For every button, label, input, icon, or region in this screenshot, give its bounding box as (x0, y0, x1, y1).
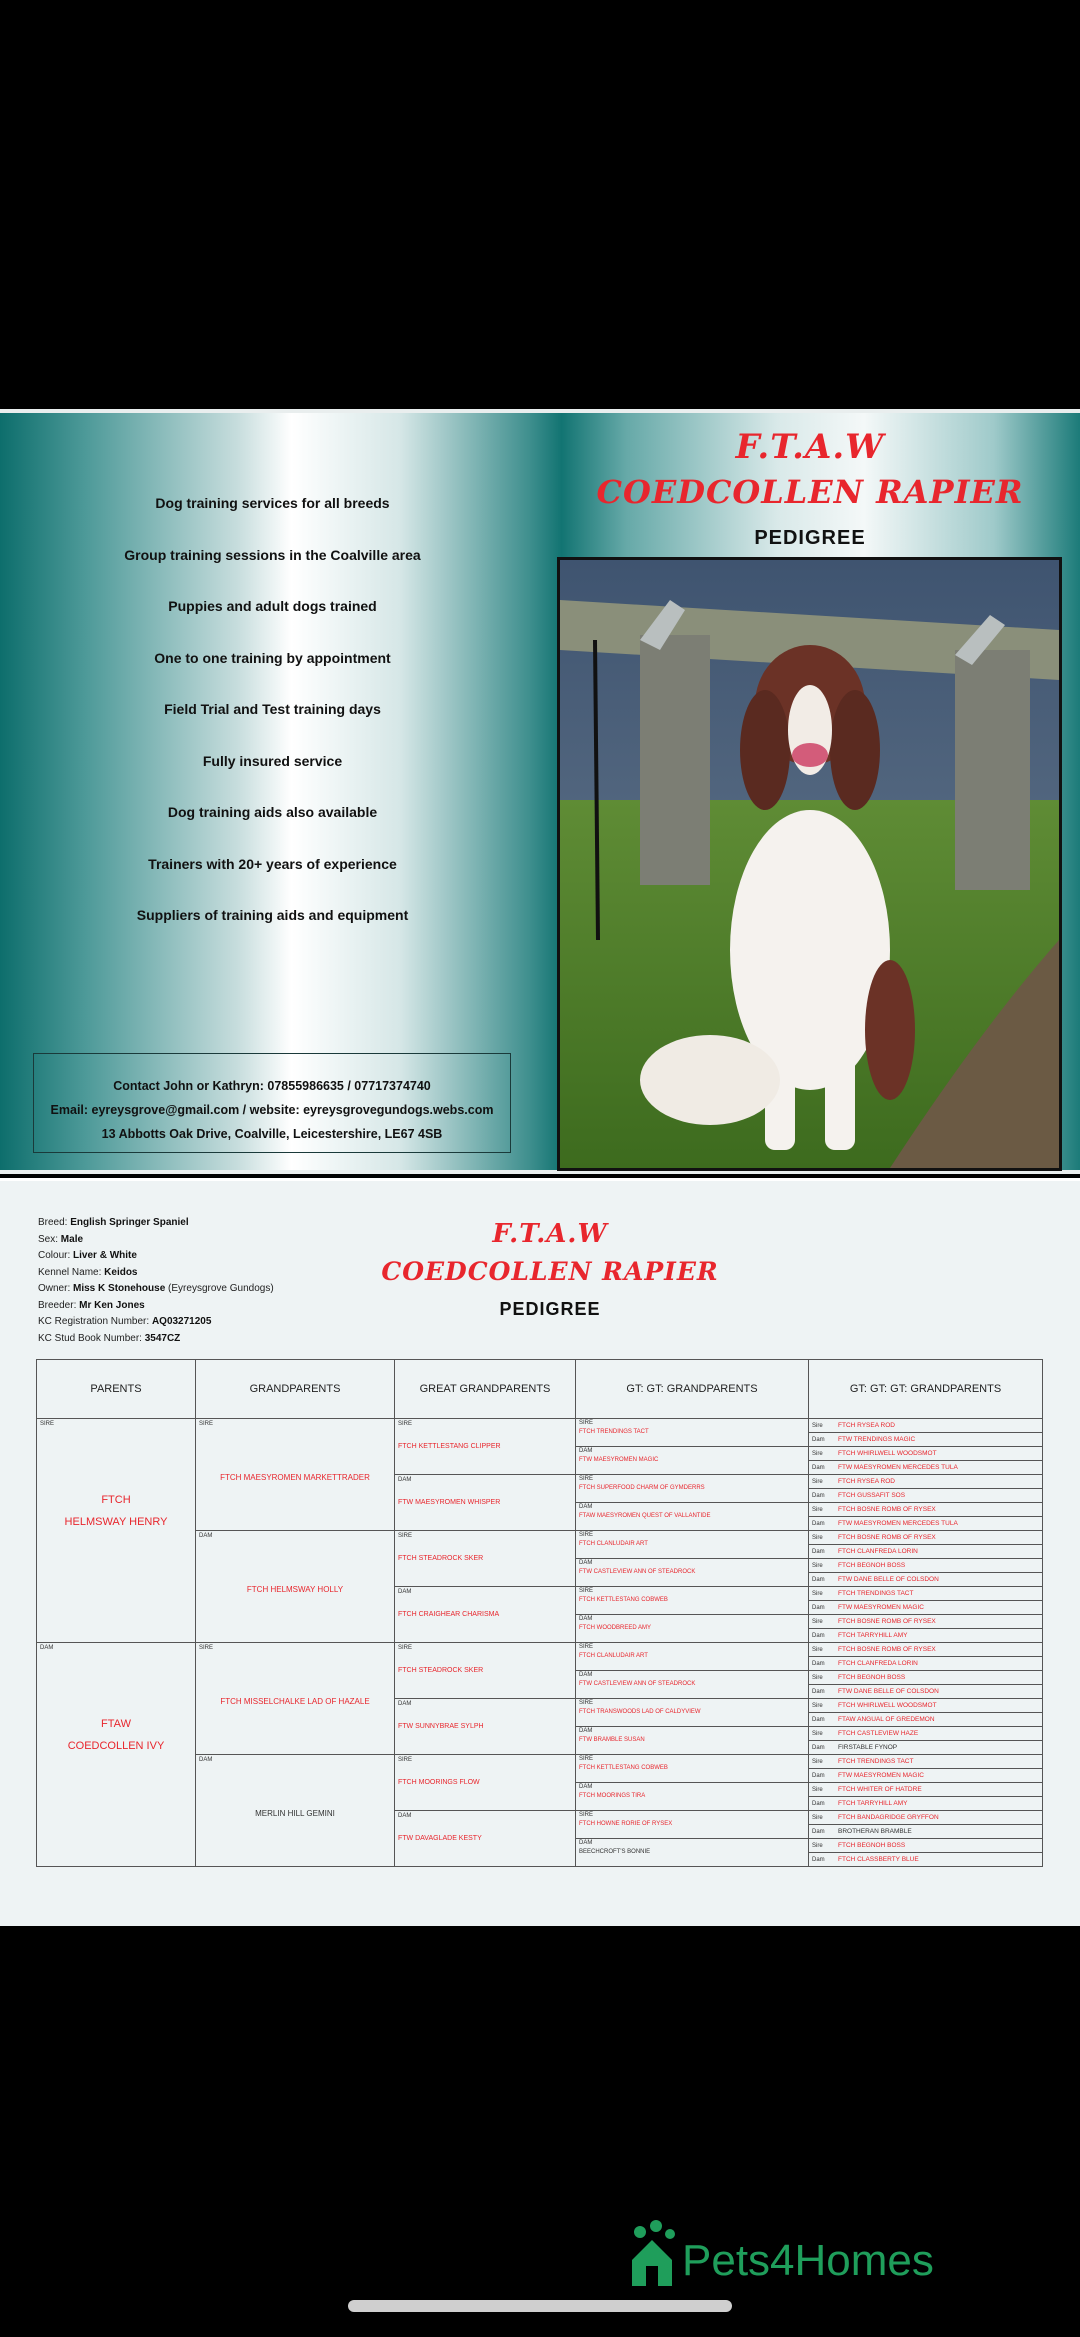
role-label: SIRE (579, 1644, 594, 1650)
gtgtgt-name: FTW MAESYROMEN MAGIC (838, 1772, 924, 1779)
role-label: DAM (398, 1589, 412, 1595)
service-item: One to one training by appointment (154, 649, 391, 666)
gtgtgt-name: FTW MAESYROMEN MAGIC (838, 1604, 924, 1611)
gtgt-name: FTCH KETTLESTANG COBWEB (579, 1765, 668, 1771)
gtgtgt-name: FTCH TARRYHILL AMY (838, 1800, 908, 1807)
great-grandparent-cell (395, 1811, 576, 1867)
gtgtgt-cell (809, 1517, 1043, 1531)
role-label: Sire (812, 1563, 823, 1569)
gtgtgt-cell (809, 1615, 1043, 1629)
role-label: Dam (812, 1661, 825, 1667)
gtgtgt-name: FTCH BOSNE ROMB OF RYSEX (838, 1534, 936, 1541)
info-row: Breeder: Mr Ken Jones (38, 1299, 145, 1311)
gtgtgt-name: FTCH CLASSBERTY BLUE (838, 1856, 919, 1863)
role-label: Sire (812, 1815, 823, 1821)
gtgtgt-cell (809, 1447, 1043, 1461)
role-label: SIRE (398, 1533, 413, 1539)
header-great-grandparents: GREAT GRANDPARENTS (395, 1360, 576, 1419)
gtgt-cell (576, 1503, 809, 1531)
sheet-title-line2: COEDCOLLEN RAPIER (381, 1257, 719, 1286)
role-label: DAM (579, 1840, 593, 1846)
gtgtgt-cell (809, 1461, 1043, 1475)
sheet-pedigree-label: PEDIGREE (499, 1299, 601, 1319)
pets4homes-logo (620, 2220, 1020, 2290)
role-label: DAM (579, 1728, 593, 1734)
role-label: DAM (579, 1616, 593, 1622)
gtgt-name: FTCH CLANLUDAIR ART (579, 1653, 648, 1659)
great-grandparent-name: FTCH STEADROCK SKER (398, 1667, 484, 1674)
gtgtgt-cell (809, 1699, 1043, 1713)
table-header-row (37, 1360, 1043, 1419)
table-row (37, 1643, 1043, 1657)
gtgtgt-name: FIRSTABLE FYNOP (838, 1744, 898, 1751)
gtgtgt-cell (809, 1629, 1043, 1643)
gtgtgt-cell (809, 1559, 1043, 1573)
gtgt-cell (576, 1615, 809, 1643)
gtgtgt-name: FTCH BOSNE ROMB OF RYSEX (838, 1506, 936, 1513)
gtgt-cell (576, 1447, 809, 1475)
role-label: Sire (812, 1619, 823, 1625)
gtgtgt-cell (809, 1713, 1043, 1727)
role-label: Dam (812, 1717, 825, 1723)
great-grandparent-name: FTW SUNNYBRAE SYLPH (398, 1723, 484, 1730)
role-label: Dam (812, 1521, 825, 1527)
grandparent-name: FTCH MISSELCHALKE LAD OF HAZALE (220, 1697, 370, 1706)
gtgtgt-cell (809, 1853, 1043, 1867)
gtgtgt-name: FTW MAESYROMEN MERCEDES TULA (838, 1464, 958, 1471)
service-item: Dog training aids also available (167, 804, 378, 820)
role-label: Dam (812, 1465, 825, 1471)
role-label: DAM (579, 1784, 593, 1790)
great-grandparent-cell (395, 1643, 576, 1699)
role-label: DAM (199, 1533, 213, 1539)
gtgt-name: FTCH KETTLESTANG COBWEB (579, 1597, 668, 1603)
role-label: SIRE (579, 1420, 594, 1426)
gtgt-cell (576, 1531, 809, 1559)
dam-cell (37, 1643, 196, 1867)
role-label: Dam (812, 1605, 825, 1611)
role-label: Sire (812, 1843, 823, 1849)
gtgtgt-name: FTW MAESYROMEN MERCEDES TULA (838, 1520, 958, 1527)
dog-photo (557, 557, 1062, 1171)
service-item: Group training sessions in the Coalville area (124, 546, 421, 563)
role-label: SIRE (199, 1645, 214, 1651)
role-label: DAM (579, 1560, 593, 1566)
gtgtgt-cell (809, 1503, 1043, 1517)
info-row: Kennel Name: Keidos (38, 1266, 138, 1278)
great-grandparent-cell (395, 1755, 576, 1811)
gtgtgt-name: FTCH GUSSAFIT SOS (838, 1492, 906, 1499)
service-item: Suppliers of training aids and equipment (136, 907, 409, 923)
gtgt-cell (576, 1419, 809, 1447)
contact-line: Contact John or Kathryn: 07855986635 / 07717374740 (113, 1079, 431, 1093)
great-grandparent-name: FTW DAVAGLADE KESTY (398, 1835, 482, 1842)
contact-line: Email: eyreysgrove@gmail.com / website: eyreysgrovegundogs.webs.com (50, 1103, 494, 1117)
role-label: SIRE (579, 1532, 594, 1538)
gtgtgt-name: FTCH WHIRLWELL WOODSMOT (838, 1450, 937, 1457)
header-gtgt: GT: GT: GRANDPARENTS (576, 1360, 809, 1419)
parent-role-label: DAM (40, 1645, 54, 1651)
gtgt-name: FTCH WOODBREED AMY (579, 1625, 652, 1631)
gtgt-name: FTW CASTLEVIEW ANN OF STEADROCK (579, 1681, 696, 1687)
gtgtgt-cell (809, 1825, 1043, 1839)
header-gtgtgt: GT: GT: GT: GRANDPARENTS (809, 1360, 1043, 1419)
gtgtgt-cell (809, 1797, 1043, 1811)
grandparent-cell (196, 1755, 395, 1867)
role-label: Sire (812, 1423, 823, 1429)
gtgtgt-name: FTW DANE BELLE OF COLSDON (838, 1576, 939, 1583)
great-grandparent-name: FTCH KETTLESTANG CLIPPER (398, 1443, 501, 1450)
info-row: Colour: Liver & White (38, 1250, 137, 1261)
great-grandparent-name: FTCH STEADROCK SKER (398, 1555, 484, 1562)
sire-cell (37, 1419, 196, 1643)
gtgt-cell (576, 1559, 809, 1587)
role-label: Sire (812, 1591, 823, 1597)
gtgtgt-name: FTCH BEGNOH BOSS (838, 1562, 906, 1569)
gtgtgt-name: FTW DANE BELLE OF COLSDON (838, 1688, 939, 1695)
gtgtgt-name: FTCH CLANFREDA LORIN (838, 1660, 918, 1667)
role-label: SIRE (579, 1588, 594, 1594)
gtgtgt-cell (809, 1741, 1043, 1755)
flyer-image (0, 409, 1080, 1174)
gtgtgt-cell (809, 1811, 1043, 1825)
role-label: DAM (579, 1448, 593, 1454)
gtgtgt-cell (809, 1839, 1043, 1853)
gtgtgt-name: FTCH TRENDINGS TACT (838, 1590, 914, 1597)
role-label: DAM (398, 1813, 412, 1819)
info-row: Sex: Male (38, 1233, 84, 1245)
role-label: DAM (199, 1757, 213, 1763)
gtgt-name: FTCH SUPERFOOD CHARM OF GYMDERRS (579, 1485, 705, 1491)
gtgtgt-name: FTCH BEGNOH BOSS (838, 1674, 906, 1681)
role-label: Dam (812, 1773, 825, 1779)
service-item: Field Trial and Test training days (164, 701, 381, 717)
pedigree-body (37, 1419, 1043, 1867)
gtgtgt-name: FTCH BEGNOH BOSS (838, 1842, 906, 1849)
header-parents: PARENTS (37, 1360, 196, 1419)
great-grandparent-name: FTW MAESYROMEN WHISPER (398, 1499, 501, 1506)
gtgtgt-name: FTCH TARRYHILL AMY (838, 1632, 908, 1639)
gtgtgt-name: FTCH TRENDINGS TACT (838, 1758, 914, 1765)
service-item: Trainers with 20+ years of experience (148, 855, 397, 872)
great-grandparent-name: FTCH CRAIGHEAR CHARISMA (398, 1611, 500, 1618)
role-label: Dam (812, 1549, 825, 1555)
info-row: Owner: Miss K Stonehouse (Eyreysgrove Gundogs) (38, 1283, 274, 1294)
role-label: Sire (812, 1787, 823, 1793)
gtgt-cell (576, 1671, 809, 1699)
gtgt-cell (576, 1699, 809, 1727)
role-label: DAM (579, 1672, 593, 1678)
dog-info (38, 1215, 274, 1347)
gtgt-name: BEECHCROFT'S BONNIE (579, 1849, 651, 1855)
role-label: SIRE (398, 1421, 413, 1427)
flyer-title-line2: COEDCOLLEN RAPIER (596, 473, 1024, 511)
gtgtgt-name: FTCH RYSEA ROD (838, 1478, 895, 1485)
role-label: Dam (812, 1493, 825, 1499)
grandparent-cell (196, 1419, 395, 1531)
gtgtgt-cell (809, 1643, 1043, 1657)
role-label: SIRE (579, 1476, 594, 1482)
service-item: Fully insured service (202, 752, 343, 769)
gtgtgt-name: BROTHERAN BRAMBLE (838, 1828, 912, 1835)
grandparent-name: FTCH HELMSWAY HOLLY (246, 1585, 344, 1594)
parent-name-line2: COEDCOLLEN IVY (67, 1740, 165, 1752)
gtgtgt-name: FTCH RYSEA ROD (838, 1422, 895, 1429)
gtgtgt-name: FTCH BOSNE ROMB OF RYSEX (838, 1618, 936, 1625)
gtgtgt-cell (809, 1433, 1043, 1447)
gtgt-cell (576, 1839, 809, 1867)
great-grandparent-cell (395, 1419, 576, 1475)
gtgt-name: FTW BRAMBLE SUSAN (579, 1737, 645, 1743)
gtgt-name: FTCH CLANLUDAIR ART (579, 1541, 648, 1547)
grandparent-cell (196, 1531, 395, 1643)
info-row: KC Stud Book Number: 3547CZ (38, 1332, 181, 1344)
gtgtgt-cell (809, 1601, 1043, 1615)
gtgtgt-cell (809, 1769, 1043, 1783)
role-label: SIRE (579, 1812, 594, 1818)
gtgt-cell (576, 1811, 809, 1839)
info-row: Breed: English Springer Spaniel (38, 1217, 189, 1228)
header-grandparents: GRANDPARENTS (196, 1360, 395, 1419)
home-indicator[interactable] (348, 2300, 732, 2312)
info-row: KC Registration Number: AQ03271205 (38, 1316, 212, 1327)
gtgtgt-cell (809, 1531, 1043, 1545)
gtgtgt-cell (809, 1671, 1043, 1685)
pedigree-sheet (0, 1178, 1080, 1926)
service-item: Puppies and adult dogs trained (168, 598, 377, 614)
role-label: SIRE (398, 1645, 413, 1651)
dog-photo-illustration (560, 560, 1059, 1168)
gtgt-cell (576, 1475, 809, 1503)
gtgt-name: FTCH HOWNE RORIE OF RYSEX (579, 1821, 673, 1827)
gtgtgt-name: FTCH BANDAGRIDGE GRYFFON (838, 1814, 939, 1821)
parent-role-label: SIRE (40, 1421, 55, 1427)
gtgtgt-cell (809, 1545, 1043, 1559)
role-label: Dam (812, 1689, 825, 1695)
gtgtgt-name: FTCH WHIRLWELL WOODSMOT (838, 1702, 937, 1709)
gtgtgt-cell (809, 1475, 1043, 1489)
great-grandparent-cell (395, 1531, 576, 1587)
gtgt-name: FTCH TRENDINGS TACT (579, 1429, 649, 1435)
gtgtgt-cell (809, 1685, 1043, 1699)
role-label: Sire (812, 1479, 823, 1485)
brand-name: Pets4Homes (682, 2236, 934, 2285)
role-label: Sire (812, 1759, 823, 1765)
role-label: SIRE (199, 1421, 214, 1427)
great-grandparent-cell (395, 1587, 576, 1643)
grandparent-cell (196, 1643, 395, 1755)
flyer-title-line1: F.T.A.W (735, 427, 885, 467)
parent-name-line2: HELMSWAY HENRY (64, 1516, 168, 1528)
gtgt-cell (576, 1755, 809, 1783)
role-label: Dam (812, 1745, 825, 1751)
role-label: Dam (812, 1829, 825, 1835)
role-label: DAM (398, 1477, 412, 1483)
role-label: SIRE (579, 1756, 594, 1762)
gtgt-name: FTCH TRANSWOODS LAD OF CALDYVIEW (579, 1709, 701, 1715)
gtgt-name: FTAW MAESYROMEN QUEST OF VALLANTIDE (579, 1513, 711, 1519)
gtgtgt-cell (809, 1587, 1043, 1601)
sheet-title-line1: F.T.A.W (492, 1219, 608, 1249)
gtgtgt-name: FTCH CLANFREDA LORIN (838, 1548, 918, 1555)
role-label: DAM (398, 1701, 412, 1707)
great-grandparent-name: FTCH MOORINGS FLOW (398, 1779, 480, 1786)
contact-line: 13 Abbotts Oak Drive, Coalville, Leicestershire, LE67 4SB (101, 1127, 443, 1141)
service-item: Dog training services for all breeds (155, 495, 390, 511)
gtgt-cell (576, 1727, 809, 1755)
role-label: SIRE (579, 1700, 594, 1706)
role-label: Dam (812, 1437, 825, 1443)
gtgt-name: FTCH MOORINGS TIRA (579, 1793, 646, 1799)
role-label: DAM (579, 1504, 593, 1510)
role-label: Sire (812, 1647, 823, 1653)
grandparent-name: MERLIN HILL GEMINI (255, 1809, 335, 1818)
role-label: Dam (812, 1577, 825, 1583)
gtgt-name: FTW MAESYROMEN MAGIC (579, 1457, 659, 1463)
gtgtgt-name: FTW TRENDINGS MAGIC (838, 1436, 916, 1443)
gtgtgt-name: FTCH CASTLEVIEW HAZE (838, 1730, 919, 1737)
pedigree-table (36, 1359, 1043, 1867)
gtgtgt-cell (809, 1657, 1043, 1671)
role-label: Sire (812, 1507, 823, 1513)
great-grandparent-cell (395, 1699, 576, 1755)
gtgtgt-cell (809, 1419, 1043, 1433)
role-label: Dam (812, 1857, 825, 1863)
gtgtgt-cell (809, 1727, 1043, 1741)
grandparent-name: FTCH MAESYROMEN MARKETTRADER (220, 1473, 370, 1482)
role-label: SIRE (398, 1757, 413, 1763)
role-label: Sire (812, 1675, 823, 1681)
gtgtgt-name: FTAW ANGUAL OF GREDEMON (838, 1716, 935, 1723)
gtgt-cell (576, 1783, 809, 1811)
great-grandparent-cell (395, 1475, 576, 1531)
role-label: Dam (812, 1801, 825, 1807)
gtgtgt-cell (809, 1573, 1043, 1587)
flyer-pedigree-label: PEDIGREE (754, 527, 866, 549)
gtgtgt-name: FTCH BOSNE ROMB OF RYSEX (838, 1646, 936, 1653)
role-label: Sire (812, 1451, 823, 1457)
gtgtgt-name: FTCH WHITER OF HATDRE (838, 1786, 922, 1793)
contact-box (33, 1053, 511, 1153)
role-label: Sire (812, 1731, 823, 1737)
parent-name-line1: FTAW (101, 1718, 131, 1730)
gtgtgt-cell (809, 1783, 1043, 1797)
parent-name-line1: FTCH (101, 1494, 131, 1506)
role-label: Sire (812, 1703, 823, 1709)
gtgtgt-cell (809, 1489, 1043, 1503)
role-label: Sire (812, 1535, 823, 1541)
gtgt-cell (576, 1587, 809, 1615)
gtgt-cell (576, 1643, 809, 1671)
gtgt-name: FTW CASTLEVIEW ANN OF STEADROCK (579, 1569, 696, 1575)
table-row (37, 1419, 1043, 1433)
gtgtgt-cell (809, 1755, 1043, 1769)
services-list (40, 493, 505, 957)
role-label: Dam (812, 1633, 825, 1639)
